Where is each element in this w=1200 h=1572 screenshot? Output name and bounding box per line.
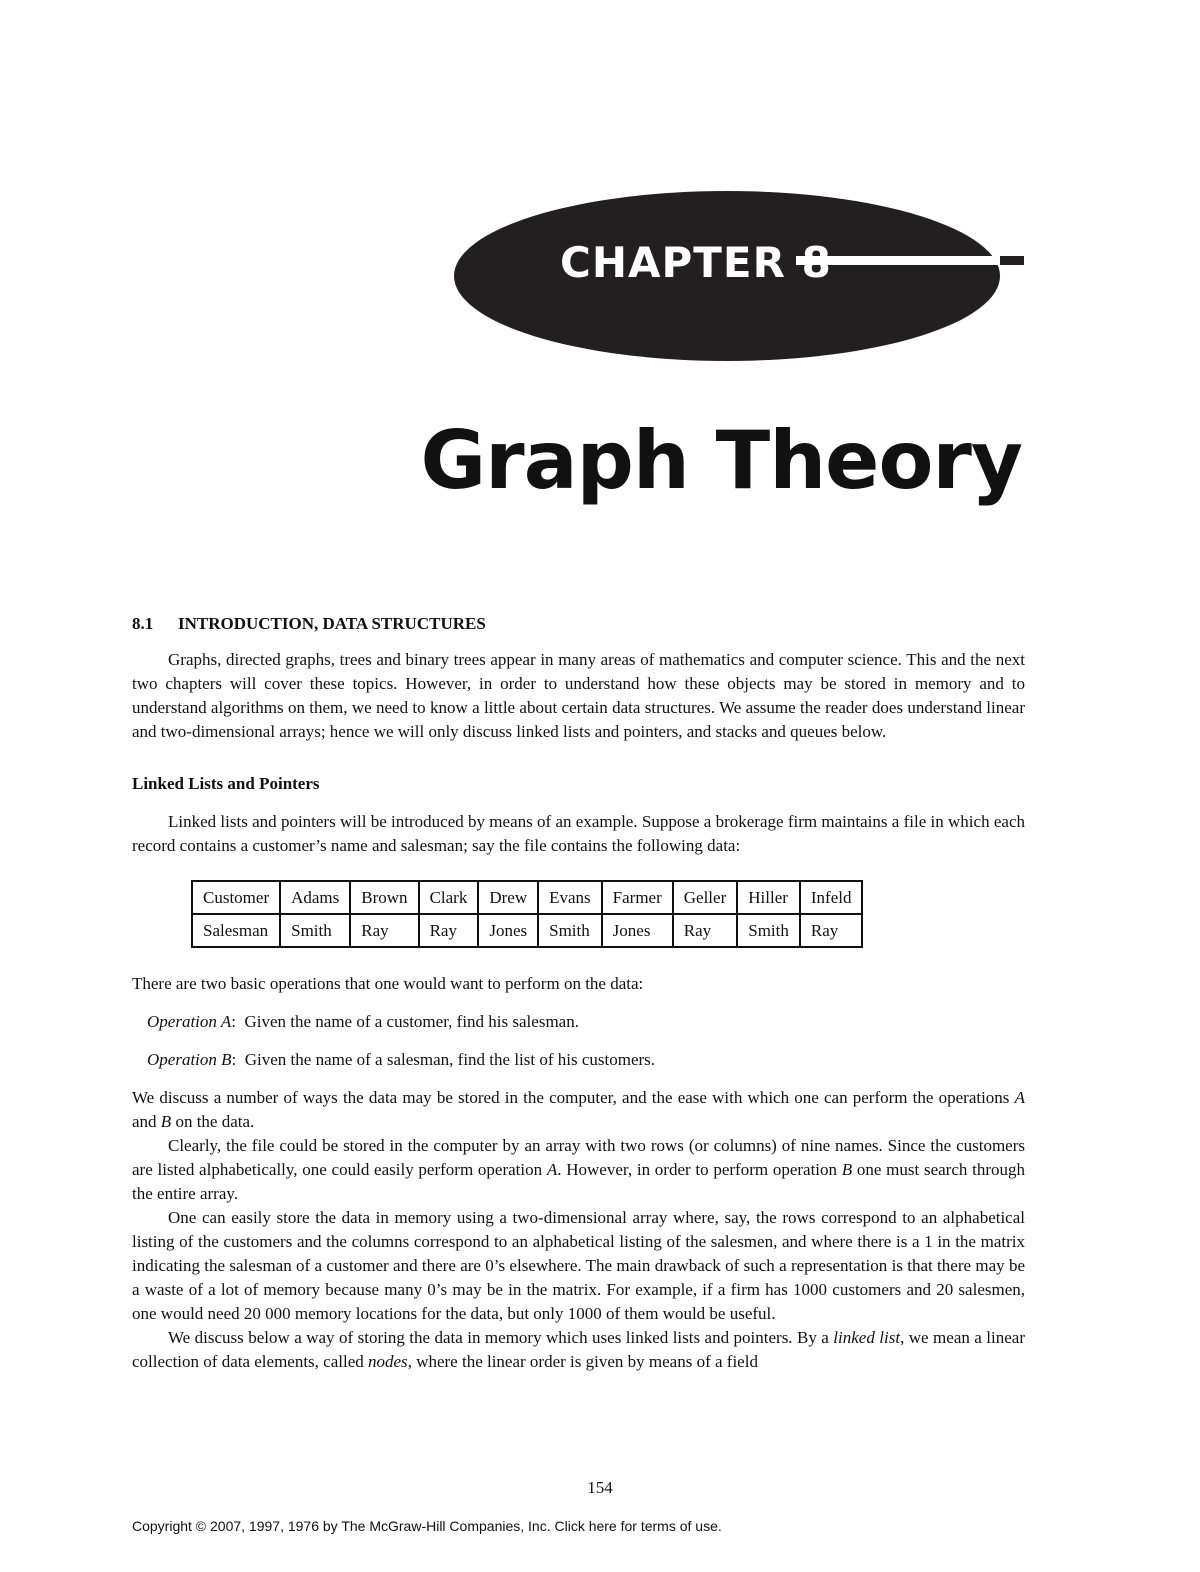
table-cell: Smith xyxy=(280,914,350,947)
intro-paragraph: Graphs, directed graphs, trees and binary trees appear in many areas of mathematics and computer science. This and the next two chapters will cover these topics. However, in order to understand how these objects may be stored in memory and to understand algorithms on them, we need to know a little about certain data structures. We assume the reader does understand linear and two-dimensional arrays; hence we will only discuss linked lists and pointers, and stacks and queues below. xyxy=(132,650,1025,741)
table-cell: Hiller xyxy=(737,881,800,914)
table-cell: Clark xyxy=(419,881,479,914)
table-cell: Ray xyxy=(673,914,737,947)
table-cell: Smith xyxy=(538,914,602,947)
text-span: , where the linear order is given by means of a field xyxy=(407,1352,758,1371)
paragraph-linked xyxy=(132,1326,1025,1374)
text-span: , we mean a linear collection of data elements, called xyxy=(132,1328,1026,1371)
table-cell: Geller xyxy=(673,881,737,914)
table-cell: Jones xyxy=(602,914,673,947)
table-cell: Brown xyxy=(350,881,418,914)
page-body xyxy=(132,612,1025,1374)
term-nodes: nodes xyxy=(368,1352,408,1371)
table-cell: Smith xyxy=(737,914,800,947)
table-cell: Ray xyxy=(800,914,863,947)
text-span: and xyxy=(132,1112,161,1131)
chapter-rule-tab xyxy=(1000,256,1024,265)
paragraph-clearly xyxy=(132,1134,1025,1206)
customer-salesman-table xyxy=(191,880,863,948)
term-linked-list: linked list xyxy=(833,1328,901,1347)
section-number: 8.1 xyxy=(132,614,154,633)
text-span: Clearly, the file could be stored in the computer by an array with two rows (or columns) of nine names. Since the customers are listed alphabetically, one could easily perform operation xyxy=(132,1136,1025,1179)
section-heading xyxy=(132,612,1025,636)
table-cell: Customer xyxy=(192,881,280,914)
paragraph-matrix: One can easily store the data in memory using a two-dimensional array where, say, the rows correspond to an alphabetical listing of the customers and the columns correspond to an alphabetical listing of the salesmen, and where there is a 1 in the matrix indicating the salesman of a customer and there are 0’s elsewhere. The main drawback of such a representation is that there may be a waste of a lot of memory because many 0’s may be in the matrix. For example, if a firm has 1000 customers and 20 salesmen, one would need 20 000 memory locations for the data, but only 1000 of them would be useful. xyxy=(132,1208,1025,1323)
operation-b-text: Given the name of a salesman, find the list of his customers. xyxy=(244,1050,656,1069)
table-cell: Ray xyxy=(350,914,418,947)
var-a: A xyxy=(1014,1088,1025,1107)
operations-intro: There are two basic operations that one would want to perform on the data: xyxy=(132,974,644,993)
var-b: B xyxy=(160,1112,172,1131)
text-span: on the data. xyxy=(171,1112,255,1131)
text-span: . However, in order to perform operation xyxy=(557,1160,842,1179)
operation-a-label: Operation A xyxy=(147,1012,232,1031)
table-cell: Drew xyxy=(478,881,538,914)
operation-a-text: Given the name of a customer, find his salesman. xyxy=(244,1012,579,1031)
table-cell: Evans xyxy=(538,881,602,914)
text-span: We discuss below a way of storing the data in memory which uses linked lists and pointers. By a xyxy=(168,1328,834,1347)
paragraph-discuss xyxy=(132,1086,1025,1134)
var-b: B xyxy=(841,1160,853,1179)
chapter-label: CHAPTER 8 xyxy=(560,238,832,287)
text-span: one must search through the entire array. xyxy=(132,1160,1026,1203)
subsection-heading: Linked Lists and Pointers xyxy=(132,774,320,793)
operation-b: Operation B: Given the name of a salesman, find the list of his customers. xyxy=(147,1050,656,1069)
section-title: INTRODUCTION, DATA STRUCTURES xyxy=(178,614,486,633)
chapter-title: Graph Theory xyxy=(420,414,1022,507)
operation-a: Operation A: Given the name of a customer, find his salesman. xyxy=(147,1012,579,1031)
table-row xyxy=(192,914,862,947)
table-cell: Salesman xyxy=(192,914,280,947)
table-cell: Infeld xyxy=(800,881,863,914)
linked-intro-paragraph: Linked lists and pointers will be introduced by means of an example. Suppose a brokerage firm maintains a file in which each record contains a customer’s name and salesman; say the file contains the following data: xyxy=(132,812,1025,855)
table-cell: Jones xyxy=(478,914,538,947)
table-row xyxy=(192,881,862,914)
table-cell: Ray xyxy=(419,914,479,947)
copyright-notice[interactable]: Copyright © 2007, 1997, 1976 by The McGraw-Hill Companies, Inc. Click here for terms of use. xyxy=(132,1518,722,1534)
table-cell: Adams xyxy=(280,881,350,914)
page-number: 154 xyxy=(587,1478,613,1497)
operation-b-label: Operation B xyxy=(147,1050,232,1069)
table-cell: Farmer xyxy=(602,881,673,914)
var-a: A xyxy=(546,1160,558,1179)
text-span: We discuss a number of ways the data may be stored in the computer, and the ease with which one can perform the operations xyxy=(132,1088,1015,1107)
